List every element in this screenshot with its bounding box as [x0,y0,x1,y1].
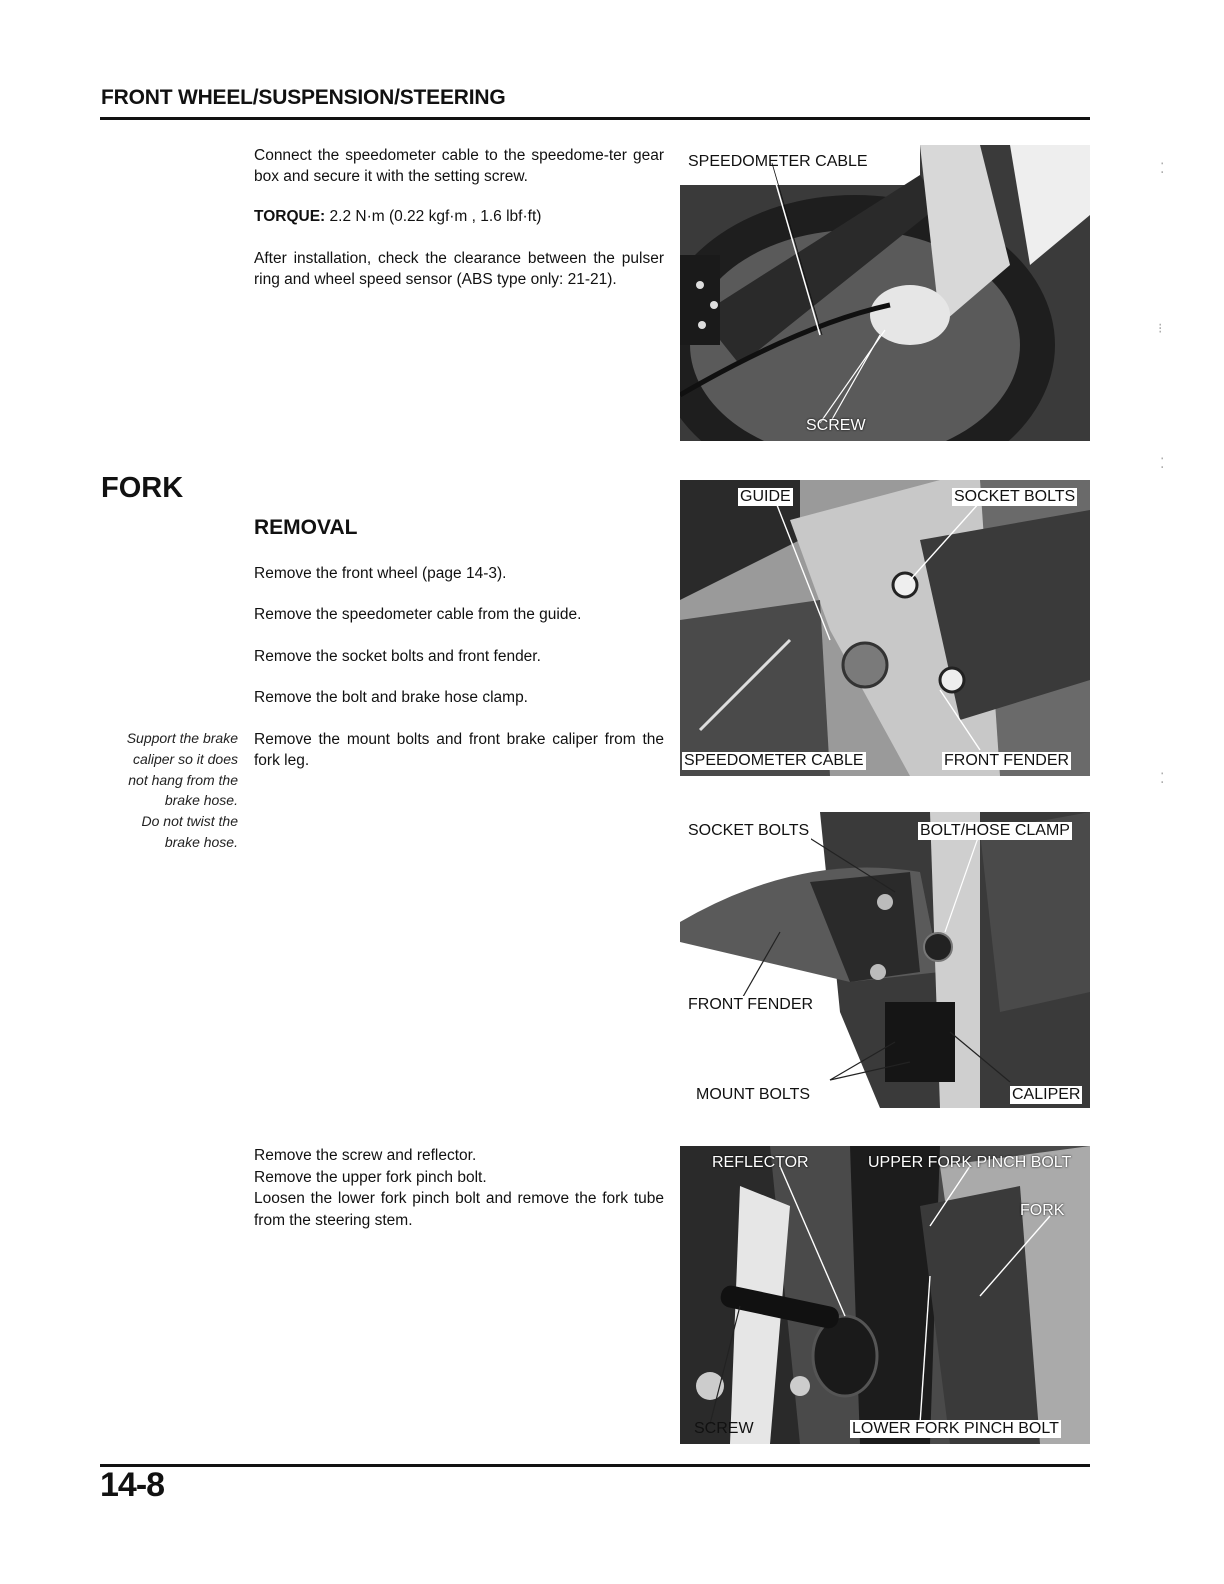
page-header-title: FRONT WHEEL/SUSPENSION/STEERING [101,86,506,109]
side-note [100,728,238,853]
removal-step-2: Remove the speedometer cable from the guide. [254,606,582,623]
callout-screw: SCREW [806,417,866,434]
torque-spec [254,206,664,227]
steering-stem-illustration [680,1146,1090,1444]
callout-guide: GUIDE [740,488,791,505]
scan-mark: ⁝ [1158,320,1163,336]
scan-mark: ⁚ [1160,455,1165,471]
final-step: Remove the upper fork pinch bolt. [254,1168,487,1186]
subsection-title-removal: REMOVAL [254,516,358,539]
figure-caliper-photo [680,812,1090,1108]
callout-screw: SCREW [694,1420,754,1437]
page-number: 14-8 [100,1466,165,1504]
final-steps [254,1145,664,1231]
torque-value: 2.2 N·m (0.22 kgf·m , 1.6 lbf·ft) [329,208,542,225]
callout-speedometer-cable: SPEEDOMETER CABLE [684,752,864,769]
side-note-line: Do not twist the [141,813,238,830]
section-title-fork: FORK [101,472,184,504]
intro-paragraph-1: Connect the speedometer cable to the speedome-ter gear box and secure it with the setting screw. [254,147,664,185]
removal-step-1: Remove the front wheel (page 14-3). [254,565,507,582]
callout-front-fender: FRONT FENDER [944,752,1070,769]
side-note-line: not hang from the [128,771,238,788]
callout-lower-fork-pinch-bolt: LOWER FORK PINCH BOLT [852,1420,1059,1437]
callout-socket-bolts: SOCKET BOLTS [688,822,810,839]
final-step: Remove the screw and reflector. [254,1147,477,1164]
removal-step-5: Remove the mount bolts and front brake caliper from the fork leg. [254,731,664,769]
footer-rule [100,1464,1090,1467]
fork-fender-illustration [680,480,1090,776]
removal-step-4: Remove the bolt and brake hose clamp. [254,689,528,706]
callout-reflector: REFLECTOR [712,1154,809,1171]
scan-mark: ⁚ [1160,160,1165,176]
callout-upper-fork-pinch-bolt: UPPER FORK PINCH BOLT [868,1154,1072,1171]
wheel-illustration [680,145,1090,441]
side-note-line: Support the brake [126,730,238,746]
callout-mount-bolts: MOUNT BOLTS [696,1086,811,1103]
figure-fork-pinch-bolt-photo [680,1146,1090,1444]
removal-step-3: Remove the socket bolts and front fender. [254,648,541,665]
caliper-illustration [680,812,1090,1108]
callout-speedometer-cable: SPEEDOMETER CABLE [688,153,868,170]
intro-paragraph-2: After installation, check the clearance between the pulser ring and wheel speed sensor (ABS type only: 21-21). [254,250,664,288]
side-note-line: brake hose. [164,792,238,809]
callout-caliper: CALIPER [1012,1086,1081,1103]
header-rule [100,117,1090,120]
callout-bolt-hose-clamp: BOLT/HOSE CLAMP [920,822,1070,839]
torque-label: TORQUE: [254,208,326,225]
figure-speedometer-cable-photo [680,145,1090,441]
side-note-line: caliper so it does [132,750,238,767]
side-note-line: brake hose. [164,833,238,850]
final-step: Loosen the lower fork pinch bolt and remove the fork tube from the steering stem. [254,1190,664,1229]
callout-socket-bolts: SOCKET BOLTS [954,488,1076,505]
callout-front-fender: FRONT FENDER [688,996,814,1013]
figure-fork-guide-photo [680,480,1090,776]
callout-fork: FORK [1020,1202,1065,1219]
scan-mark: ⁚ [1160,770,1165,786]
